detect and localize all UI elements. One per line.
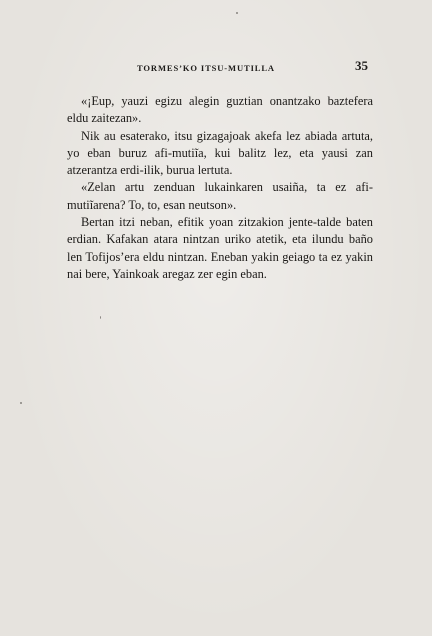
running-head: TORMES’KO ITSU-MUTILLA: [137, 63, 275, 73]
paragraph-4: Bertan itzi neban, efitik yoan zitzakion jente-talde baten erdian. Kafakan atara nintzan uriko atetik, eta ilundu baño len Tofijos’era eldu nintzan. Eneban yakin geiago ta ez yakin nai bere, Yainkoak aregaz zer egin eban.: [67, 215, 373, 281]
paper-speck: [20, 402, 22, 404]
page-number: 35: [355, 58, 368, 73]
paragraph-3: «Zelan artu zenduan lukainkaren usaiña, ta ez afi-mutiĩarena? To, to, esan neutson».: [67, 180, 373, 212]
paragraph-1: «¡Eup, yauzi egizu alegin guztian onantzako baztefera eldu zaitezan».: [67, 94, 373, 126]
paragraph-2: Nik au esaterako, itsu gizagajoak akefa lez abiada artuta, yo eban buruz afi-mutiĩa, kui balitz lez, eta yausi zan atzerantza erdi-ilik, burua lertuta.: [67, 128, 373, 178]
paper-speck: [236, 12, 238, 14]
paper-speck: [100, 316, 101, 319]
body-text: [67, 93, 373, 283]
